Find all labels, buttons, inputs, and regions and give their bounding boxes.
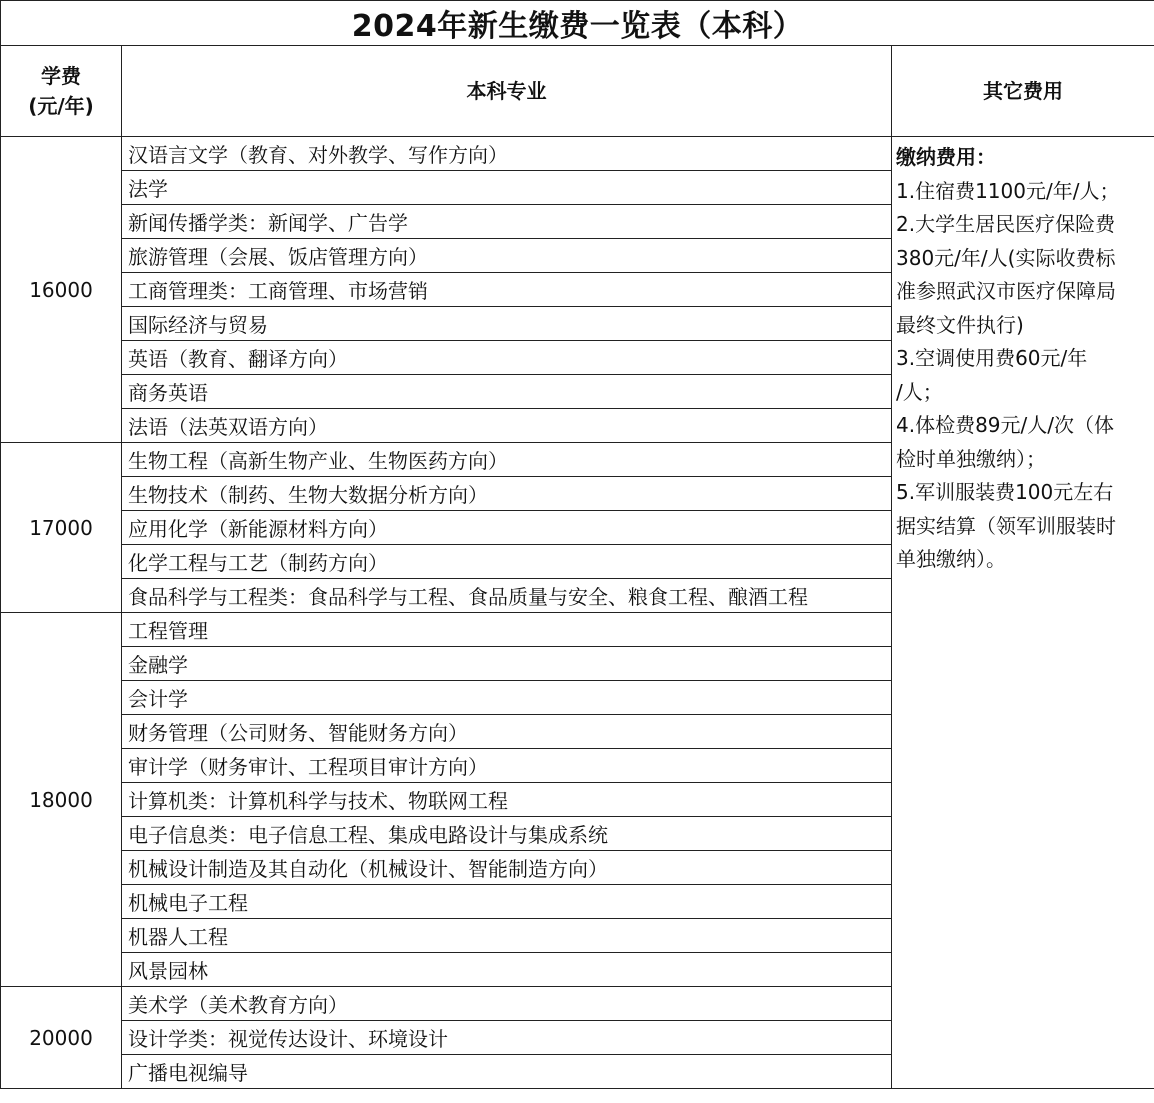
major-cell: 审计学（财务审计、工程项目审计方向） xyxy=(122,749,892,783)
tuition-fee-cell: 18000 xyxy=(1,613,122,987)
header-tuition-line1: 学费 xyxy=(41,64,81,88)
major-cell: 生物技术（制药、生物大数据分析方向） xyxy=(122,477,892,511)
other-fee-line: 准参照武汉市医疗保障局 xyxy=(896,279,1116,303)
major-cell: 国际经济与贸易 xyxy=(122,307,892,341)
major-cell: 电子信息类：电子信息工程、集成电路设计与集成系统 xyxy=(122,817,892,851)
major-cell: 金融学 xyxy=(122,647,892,681)
table-row xyxy=(1,137,1154,171)
other-fee-line: 最终文件执行) xyxy=(896,312,1024,337)
other-fee-line: 2.大学生居民医疗保险费 xyxy=(896,212,1116,236)
other-fee-line: 检时单独缴纳）； xyxy=(896,446,1046,471)
header-other-fees: 其它费用 xyxy=(892,46,1154,137)
major-cell: 机器人工程 xyxy=(122,919,892,953)
other-fee-line: 4.体检费89元/人/次（体 xyxy=(896,413,1115,437)
other-fee-line: /人； xyxy=(896,379,943,404)
major-cell: 法语（法英双语方向） xyxy=(122,409,892,443)
major-cell: 商务英语 xyxy=(122,375,892,409)
major-cell: 风景园林 xyxy=(122,953,892,987)
major-cell: 汉语言文学（教育、对外教学、写作方向） xyxy=(122,137,892,171)
other-fee-line: 380元/年/人(实际收费标 xyxy=(896,245,1116,270)
major-cell: 机械设计制造及其自动化（机械设计、智能制造方向） xyxy=(122,851,892,885)
tuition-fee-cell: 20000 xyxy=(1,987,122,1089)
major-cell: 财务管理（公司财务、智能财务方向） xyxy=(122,715,892,749)
major-cell: 新闻传播学类：新闻学、广告学 xyxy=(122,205,892,239)
tuition-fee-cell: 17000 xyxy=(1,443,122,613)
tuition-fee-cell: 16000 xyxy=(1,137,122,443)
header-majors: 本科专业 xyxy=(122,46,892,137)
other-fee-line: 3.空调使用费60元/年 xyxy=(896,346,1088,370)
major-cell: 计算机类：计算机科学与技术、物联网工程 xyxy=(122,783,892,817)
major-cell: 法学 xyxy=(122,171,892,205)
major-cell: 工商管理类：工商管理、市场营销 xyxy=(122,273,892,307)
major-cell: 应用化学（新能源材料方向） xyxy=(122,511,892,545)
major-cell: 食品科学与工程类：食品科学与工程、食品质量与安全、粮食工程、酿酒工程 xyxy=(122,579,892,613)
other-fees-list xyxy=(896,175,1148,577)
major-cell: 生物工程（高新生物产业、生物医药方向） xyxy=(122,443,892,477)
major-cell: 美术学（美术教育方向） xyxy=(122,987,892,1021)
major-cell: 工程管理 xyxy=(122,613,892,647)
major-cell: 英语（教育、翻译方向） xyxy=(122,341,892,375)
other-fees-cell xyxy=(892,137,1154,1089)
major-cell: 机械电子工程 xyxy=(122,885,892,919)
header-tuition xyxy=(1,46,122,137)
major-cell: 化学工程与工艺（制药方向） xyxy=(122,545,892,579)
other-fee-line: 5.军训服装费100元左右 xyxy=(896,480,1114,504)
other-fees-title: 缴纳费用： xyxy=(896,145,996,169)
other-fee-line: 据实结算（领军训服装时 xyxy=(896,513,1116,538)
fee-table-body xyxy=(1,137,1154,1089)
header-row xyxy=(1,46,1154,137)
other-fee-line: 1.住宿费1100元/年/人； xyxy=(896,178,1120,203)
major-cell: 会计学 xyxy=(122,681,892,715)
other-fee-line: 单独缴纳）。 xyxy=(896,547,1006,571)
table-title: 2024年新生缴费一览表（本科） xyxy=(1,1,1154,46)
major-cell: 旅游管理（会展、饭店管理方向） xyxy=(122,239,892,273)
major-cell: 设计学类：视觉传达设计、环境设计 xyxy=(122,1021,892,1055)
major-cell: 广播电视编导 xyxy=(122,1055,892,1089)
title-row xyxy=(1,1,1154,46)
header-tuition-line2: (元/年) xyxy=(28,94,94,118)
